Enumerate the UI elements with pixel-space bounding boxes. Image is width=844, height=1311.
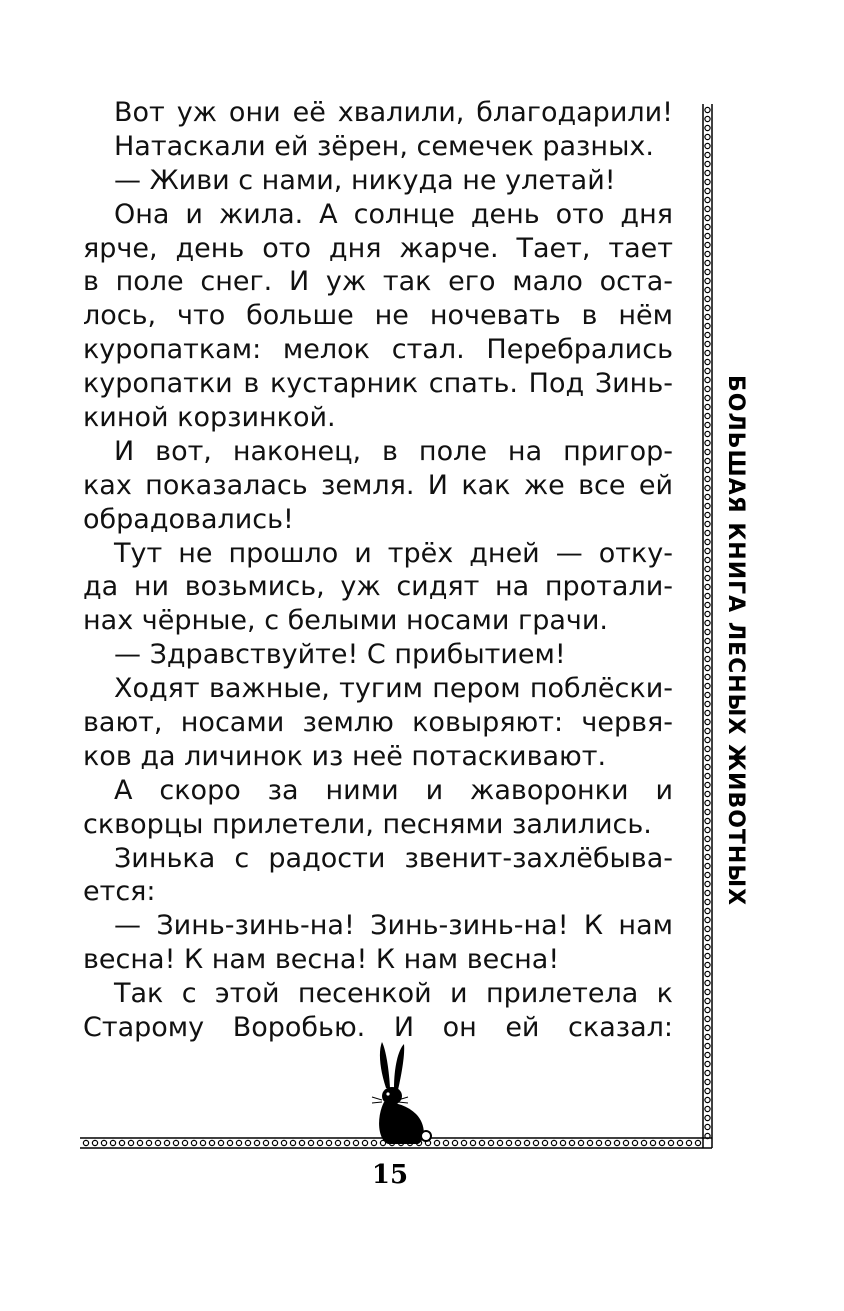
text-line: в поле снег. И уж так его мало оста- <box>83 266 673 298</box>
text-line: Так с этой песенкой и прилетела к <box>114 978 673 1010</box>
text-line: Она и жила. А солнце день ото дня <box>114 198 673 230</box>
text-line: да ни возьмись, уж сидят на протали- <box>83 571 673 603</box>
text-line: А скоро за ними и жаворонки и <box>114 774 673 806</box>
text-line: обрадовались! <box>83 503 294 535</box>
text-line: ков да личинок из неё потаскивают. <box>83 740 607 772</box>
story-text <box>83 96 673 1045</box>
text-line: скворцы прилетели, песнями залились. <box>83 808 652 840</box>
text-line: Старому Воробью. И он ей сказал: <box>83 1012 673 1044</box>
text-line: Натаскали ей зёрен, семечек разных. <box>114 130 654 162</box>
text-line: ется: <box>83 876 156 908</box>
text-line: киной корзинкой. <box>83 402 336 434</box>
text-line: куропаткам: мелок стал. Перебрались <box>83 334 673 366</box>
text-line: ярче, день ото дня жарче. Тает, тает <box>83 232 673 264</box>
text-line: лось, что больше не ночевать в нём <box>83 300 673 332</box>
book-title-vertical: БОЛЬШАЯ КНИГА ЛЕСНЫХ ЖИВОТНЫХ <box>723 375 748 907</box>
page-number: 15 <box>371 1160 409 1190</box>
text-line: Зинька с радости звенит-захлёбыва- <box>114 842 673 874</box>
text-line: — Зинь-зинь-на! Зинь-зинь-на! К нам <box>114 910 673 942</box>
text-line: Ходят важные, тугим пером поблёски- <box>114 673 673 705</box>
text-line: — Здравствуйте! С прибытием! <box>114 639 566 671</box>
text-line: куропатки в кустарник спать. Под Зинь- <box>83 368 673 400</box>
text-line: весна! К нам весна! К нам весна! <box>83 944 560 976</box>
hare-icon <box>372 1042 431 1144</box>
text-line: — Живи с нами, никуда не улетай! <box>114 164 616 196</box>
text-line: Вот уж они её хвалили, благодарили! <box>114 97 673 128</box>
text-line: вают, носами землю ковыряют: червя- <box>83 707 673 739</box>
vertical-chain-border <box>703 104 712 1148</box>
text-line: Тут не прошло и трёх дней — отку- <box>114 537 673 569</box>
text-line: И вот, наконец, в поле на пригор- <box>114 435 673 467</box>
text-line: ках показалась земля. И как же все ей <box>83 469 673 501</box>
text-line: нах чёрные, с белыми носами грачи. <box>83 605 608 637</box>
